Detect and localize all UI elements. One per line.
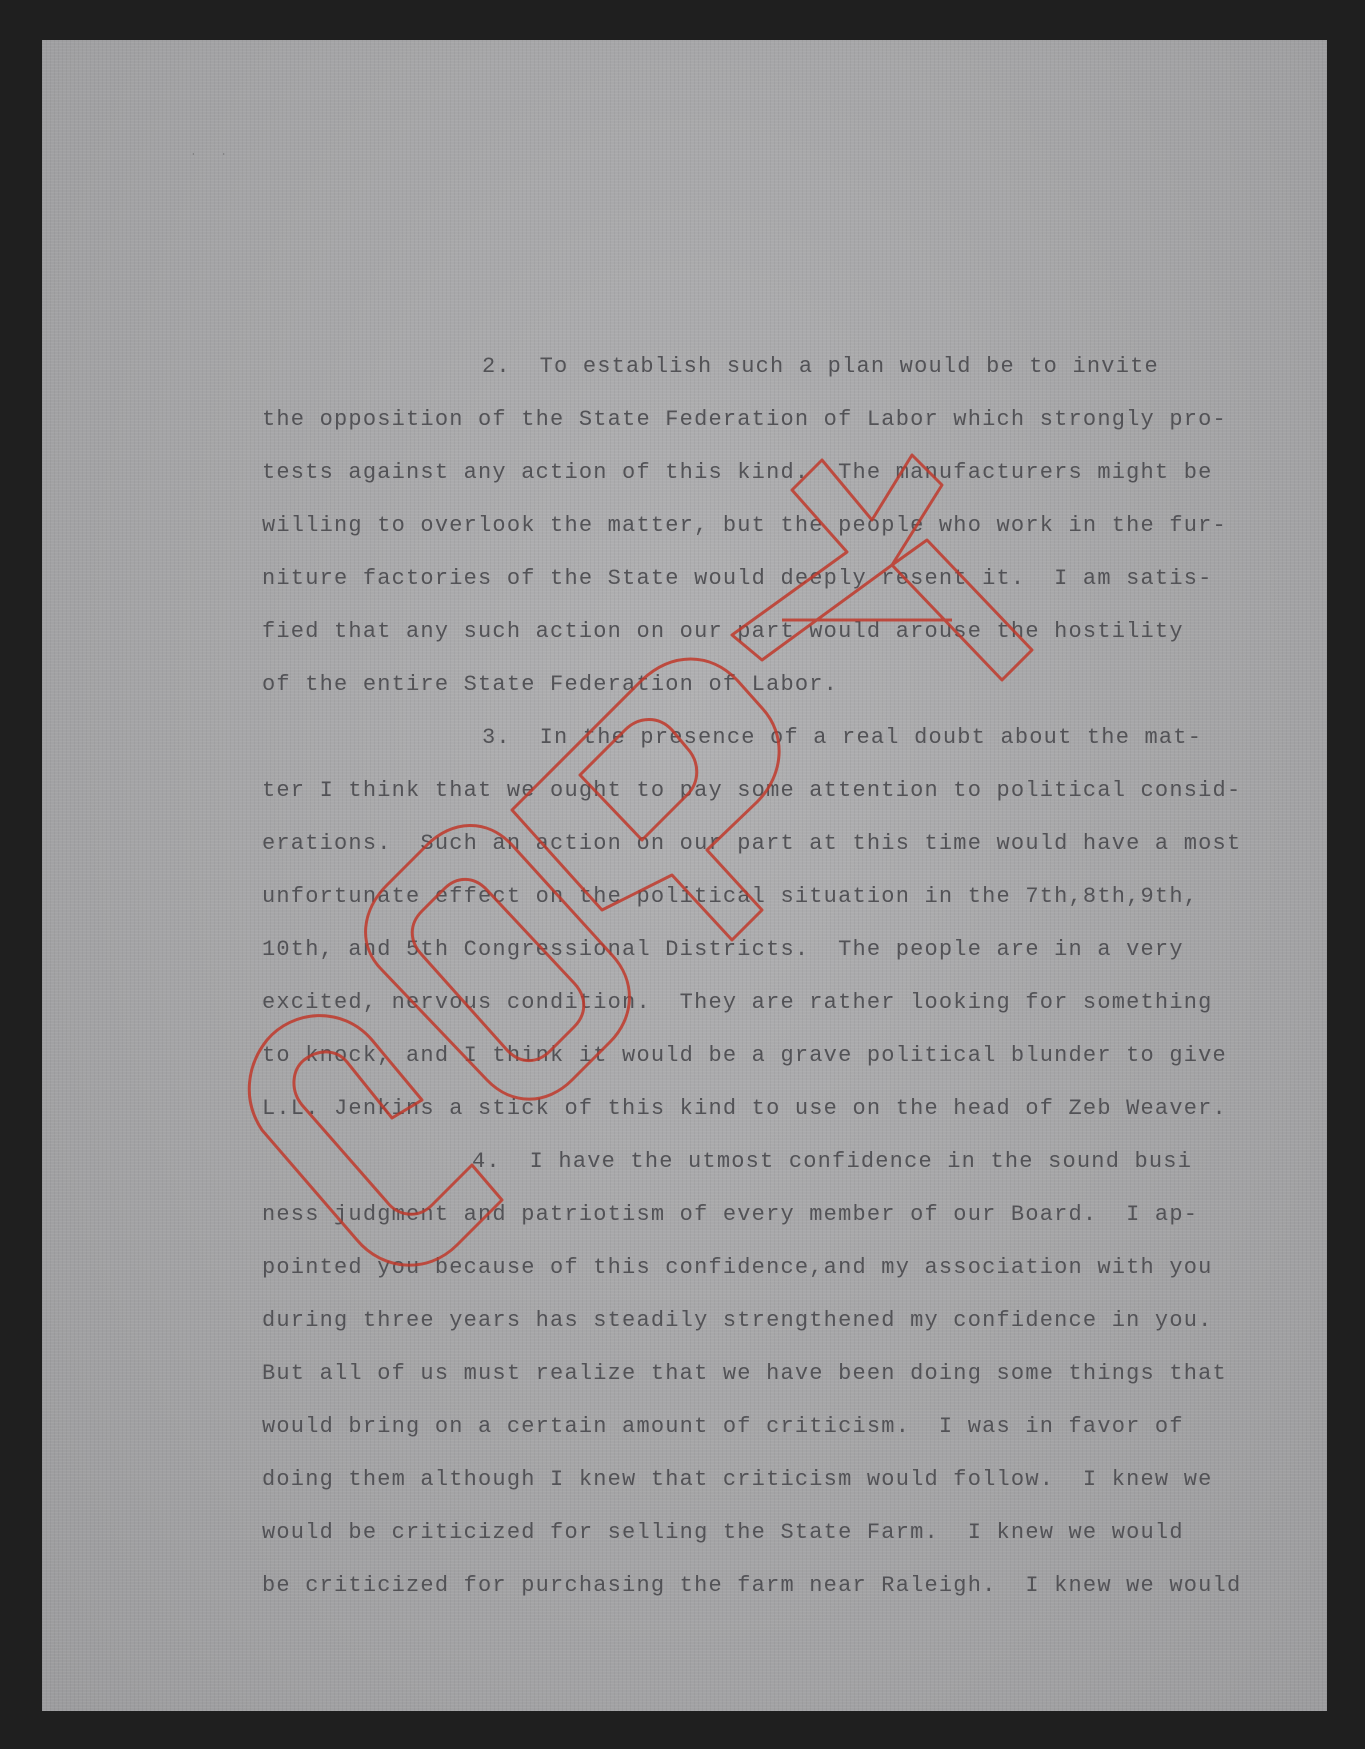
paper-specks: · · [192,150,226,159]
paragraph-3-line-7: to knock, and I think it would be a grave political blunder to give [262,1043,1227,1068]
typed-letter-body [222,340,1322,1612]
paragraph-4-line-5: But all of us must realize that we have been doing some things that [262,1361,1227,1386]
paper-sheet [42,40,1327,1711]
paragraph-4-line-9: be criticized for purchasing the farm near Raleigh. I knew we would [262,1573,1242,1598]
paragraph-3-line-5: 10th, and 5th Congressional Districts. The people are in a very [262,937,1184,962]
paragraph-4-line-7: doing them although I knew that criticism would follow. I knew we [262,1467,1213,1492]
paragraph-4-line-8: would be criticized for selling the State Farm. I knew we would [262,1520,1184,1545]
paragraph-2-line-7: of the entire State Federation of Labor. [262,672,839,697]
paragraph-4-line-4: during three years has steadily strengthened my confidence in you. [262,1308,1213,1333]
paragraph-3-line-1: 3. In the presence of a real doubt about the mat- [482,725,1203,750]
paragraph-2-line-2: the opposition of the State Federation of Labor which strongly pro- [262,407,1227,432]
paragraph-3-line-8: L.L. Jenkins a stick of this kind to use on the head of Zeb Weaver. [262,1096,1227,1121]
paragraph-2-line-6: fied that any such action on our part would arouse the hostility [262,619,1184,644]
paragraph-3-line-4: unfortunate effect on the political situation in the 7th,8th,9th, [262,884,1199,909]
paragraph-2-line-5: niture factories of the State would deeply resent it. I am satis- [262,566,1213,591]
paragraph-4-line-1: 4. I have the utmost confidence in the sound busi [472,1149,1193,1174]
paragraph-4-line-6: would bring on a certain amount of criticism. I was in favor of [262,1414,1184,1439]
paragraph-4-line-2: ness judgment and patriotism of every member of our Board. I ap- [262,1202,1199,1227]
paragraph-2-line-1: 2. To establish such a plan would be to invite [482,354,1159,379]
paragraph-4-line-3: pointed you because of this confidence,and my association with you [262,1255,1213,1280]
paragraph-3-line-3: erations. Such an action on our part at this time would have a most [262,831,1242,856]
paragraph-3-line-2: ter I think that we ought to pay some attention to political consid- [262,778,1242,803]
paragraph-2-line-4: willing to overlook the matter, but the people who work in the fur- [262,513,1227,538]
paragraph-3-line-6: excited, nervous condition. They are rather looking for something [262,990,1213,1015]
paragraph-2-line-3: tests against any action of this kind. The manufacturers might be [262,460,1213,485]
